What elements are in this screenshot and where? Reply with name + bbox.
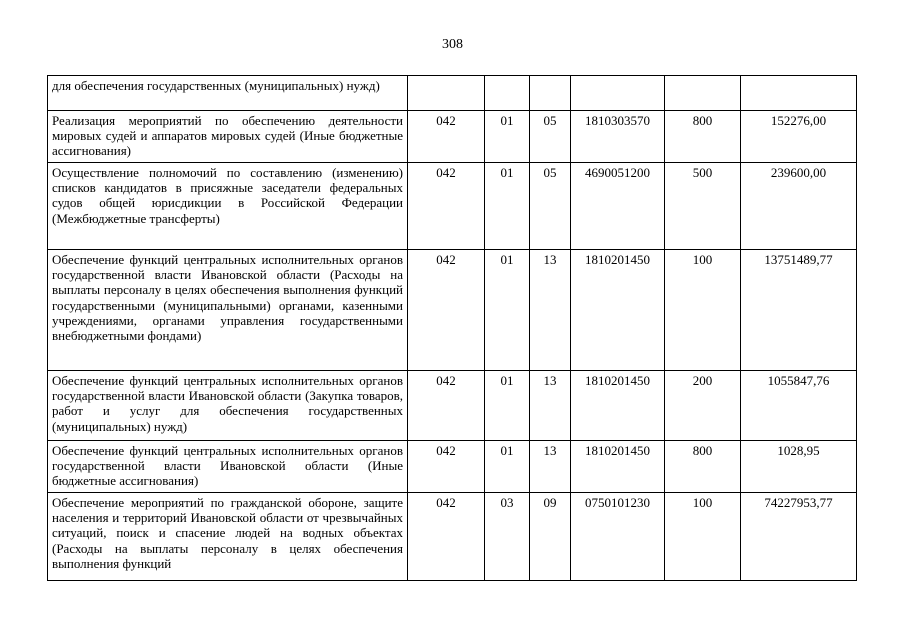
row-glava: 042	[408, 371, 485, 441]
row-amount: 1055847,76	[741, 371, 857, 441]
row-amount: 152276,00	[741, 111, 857, 163]
row-podrazdel: 13	[530, 371, 571, 441]
row-razdel: 01	[485, 163, 530, 250]
row-expense-type: 100	[665, 493, 741, 581]
table-row	[48, 111, 857, 163]
table-row	[48, 441, 857, 493]
row-expense-type: 800	[665, 441, 741, 493]
row-target-article: 4690051200	[571, 163, 665, 250]
table-row	[48, 163, 857, 250]
row-podrazdel: 13	[530, 250, 571, 371]
row-description: Реализация мероприятий по обеспечению деятельности мировых судей и аппаратов мировых судей (Иные бюджетные ассигнования)	[48, 111, 408, 163]
row-expense-type: 800	[665, 111, 741, 163]
table-row	[48, 250, 857, 371]
row-amount: 13751489,77	[741, 250, 857, 371]
row-glava: 042	[408, 163, 485, 250]
table-row	[48, 371, 857, 441]
row-description: Осуществление полномочий по составлению (изменению) списков кандидатов в присяжные заседатели федеральных судов общей юрисдикции в Российской Федерации (Межбюджетные трансферты)	[48, 163, 408, 250]
row-razdel: 01	[485, 111, 530, 163]
row-razdel: 01	[485, 371, 530, 441]
row-description: для обеспечения государственных (муниципальных) нужд)	[48, 76, 408, 111]
row-glava: 042	[408, 111, 485, 163]
budget-table	[47, 75, 857, 581]
row-description: Обеспечение функций центральных исполнительных органов государственной власти Ивановской области (Закупка товаров, работ и услуг для обеспечения государственных (муниципальных) нужд)	[48, 371, 408, 441]
row-target-article: 1810201450	[571, 371, 665, 441]
row-glava: 042	[408, 493, 485, 581]
row-razdel	[485, 76, 530, 111]
row-glava	[408, 76, 485, 111]
row-podrazdel: 13	[530, 441, 571, 493]
row-target-article: 1810303570	[571, 111, 665, 163]
row-amount: 239600,00	[741, 163, 857, 250]
row-target-article: 0750101230	[571, 493, 665, 581]
row-target-article: 1810201450	[571, 441, 665, 493]
row-amount: 74227953,77	[741, 493, 857, 581]
row-expense-type: 100	[665, 250, 741, 371]
row-podrazdel: 05	[530, 163, 571, 250]
row-razdel: 01	[485, 250, 530, 371]
row-description: Обеспечение мероприятий по гражданской обороне, защите населения и территорий Ивановской области от чрезвычайных ситуаций, поиск и спасение людей на водных объектах (Расходы на выплаты персоналу в целях обеспечения выполнения функций	[48, 493, 408, 581]
row-glava: 042	[408, 441, 485, 493]
table-row	[48, 493, 857, 581]
row-razdel: 03	[485, 493, 530, 581]
row-expense-type: 200	[665, 371, 741, 441]
row-amount: 1028,95	[741, 441, 857, 493]
row-description: Обеспечение функций центральных исполнительных органов государственной власти Ивановской области (Расходы на выплаты персоналу в целях обеспечения выполнения функций государственными (муниципальными) органами, казенными учреждениями, органами управления государственными внебюджетными фондами)	[48, 250, 408, 371]
row-razdel: 01	[485, 441, 530, 493]
row-podrazdel: 09	[530, 493, 571, 581]
row-expense-type	[665, 76, 741, 111]
row-podrazdel	[530, 76, 571, 111]
row-expense-type: 500	[665, 163, 741, 250]
row-description: Обеспечение функций центральных исполнительных органов государственной власти Ивановской области (Иные бюджетные ассигнования)	[48, 441, 408, 493]
row-podrazdel: 05	[530, 111, 571, 163]
table-row	[48, 76, 857, 111]
row-target-article	[571, 76, 665, 111]
row-amount	[741, 76, 857, 111]
row-glava: 042	[408, 250, 485, 371]
page-number: 308	[442, 37, 463, 52]
row-target-article: 1810201450	[571, 250, 665, 371]
